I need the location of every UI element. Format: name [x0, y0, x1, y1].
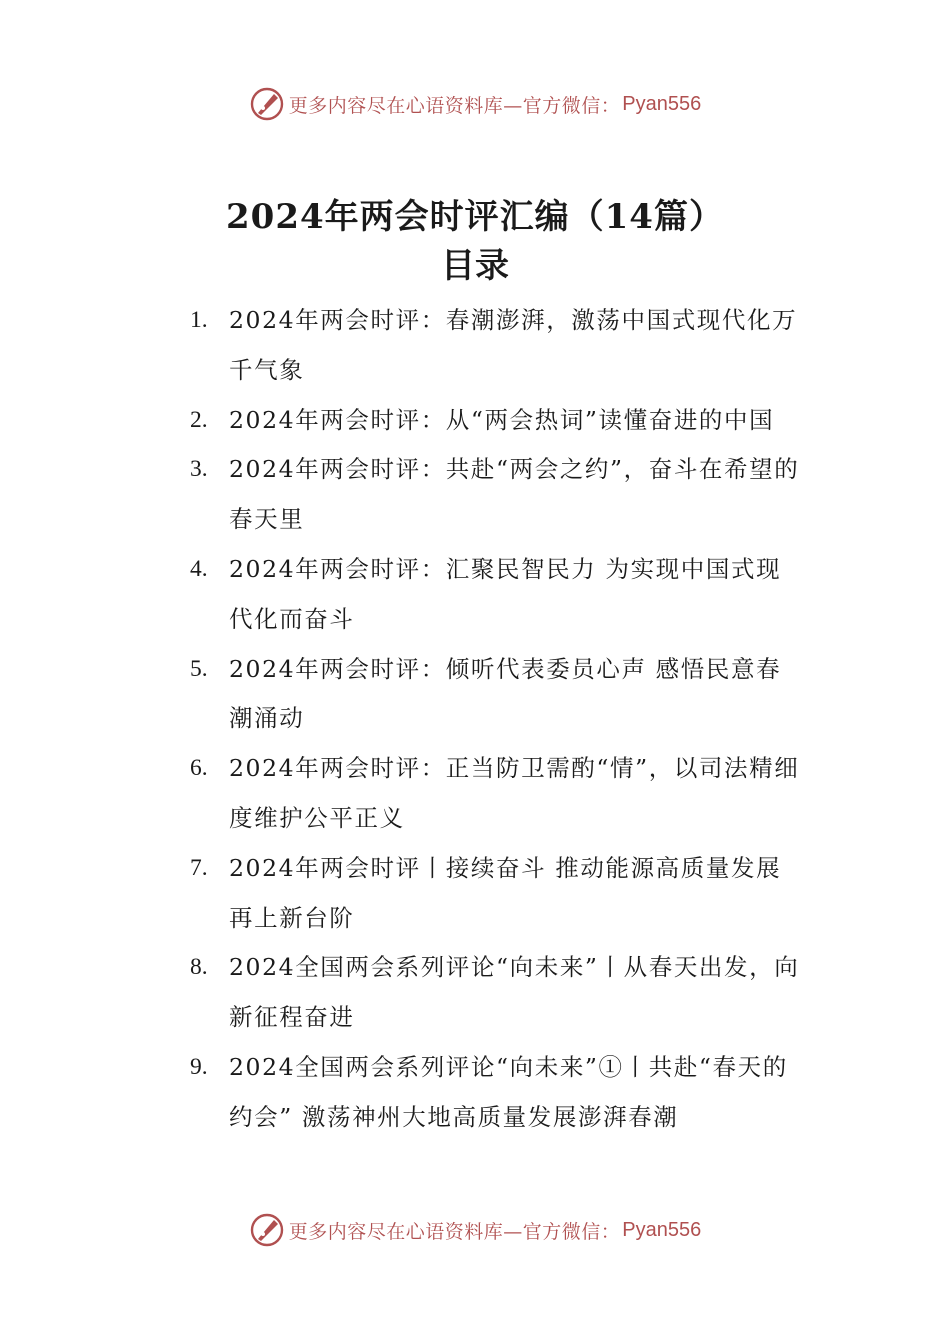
toc-item-text: 2024全国两会系列评论“向未来”①丨共赴“春天的约会” 激荡神州大地高质量发展澎湃春潮 [229, 1052, 788, 1131]
toc-item [190, 396, 802, 446]
toc-item-number: 1. [190, 307, 208, 333]
toc-item-number: 7. [190, 854, 208, 881]
toc-item [190, 445, 802, 545]
toc-item [190, 744, 802, 844]
footer-banner [0, 1208, 950, 1252]
toc-item-text: 2024年两会时评：倾听代表委员心声 感悟民意春潮涌动 [229, 654, 782, 733]
toc-item [190, 844, 802, 944]
document-title: 2024年两会时评汇编（14篇） [226, 197, 724, 237]
toc-item-number: 6. [190, 755, 208, 782]
header-banner [0, 82, 950, 126]
toc-item-number: 8. [190, 954, 208, 981]
header-wechat-id: Pyan556 [622, 92, 702, 115]
document-subtitle: 目录 [441, 246, 509, 286]
toc-item-text: 2024年两会时评：春潮澎湃，激荡中国式现代化万千气象 [229, 306, 798, 384]
toc-item-number: 2. [190, 406, 208, 433]
toc-item-number: 5. [190, 655, 208, 682]
toc-item-number: 4. [190, 555, 208, 582]
table-of-contents [190, 296, 802, 1143]
toc-item-text: 2024全国两会系列评论“向未来”丨从春天出发，向新征程奋进 [229, 953, 800, 1032]
toc-item [190, 943, 802, 1043]
footer-banner-text: 更多内容尽在心语资料库—官方微信： [288, 1220, 621, 1243]
toc-item-number: 3. [190, 456, 208, 483]
toc-item [190, 1043, 802, 1143]
toc-item-number: 9. [190, 1053, 208, 1080]
toc-item-text: 2024年两会时评：共赴“两会之约”，奋斗在希望的春天里 [229, 455, 800, 534]
pen-nib-logo-icon [249, 86, 285, 122]
footer-wechat-id: Pyan556 [622, 1218, 702, 1241]
toc-item [190, 296, 802, 396]
toc-item-text: 2024年两会时评丨接续奋斗 推动能源高质量发展再上新台阶 [229, 853, 782, 932]
toc-item-text: 2024年两会时评：汇聚民智民力 为实现中国式现代化而奋斗 [229, 554, 782, 633]
pen-nib-logo-icon [249, 1212, 285, 1248]
toc-item [190, 645, 802, 745]
header-banner-text: 更多内容尽在心语资料库—官方微信： [288, 94, 621, 117]
toc-item [190, 545, 802, 645]
toc-item-text: 2024年两会时评：正当防卫需酌“情”，以司法精细度维护公平正义 [229, 754, 800, 832]
toc-item-text: 2024年两会时评：从“两会热词”读懂奋进的中国 [229, 405, 775, 434]
